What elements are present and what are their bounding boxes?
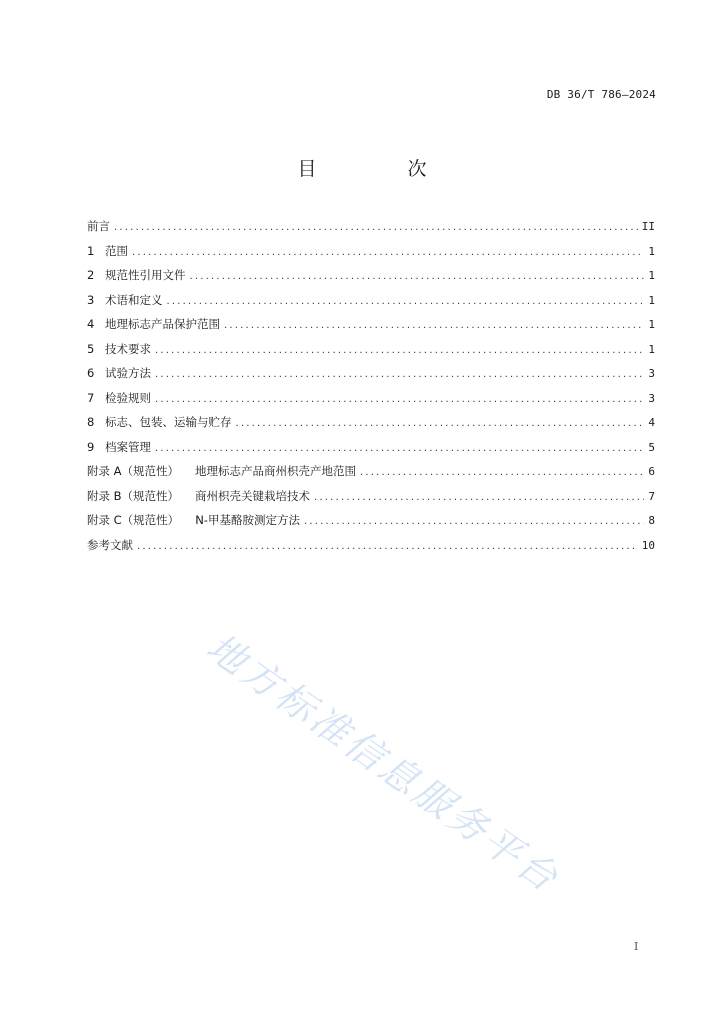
toc-dot-leader — [314, 492, 644, 503]
toc-entry-number: 5 — [87, 341, 95, 356]
toc-entry-title: 标志、包装、运输与贮存 — [105, 415, 232, 429]
table-of-contents — [87, 218, 655, 561]
toc-entry[interactable] — [87, 243, 655, 268]
toc-entry-number: 4 — [87, 317, 95, 331]
toc-entry[interactable] — [87, 537, 655, 562]
page-number: I — [634, 940, 639, 953]
toc-entry[interactable] — [87, 512, 655, 537]
toc-entry-title: 档案管理 — [105, 439, 151, 454]
toc-dot-leader — [236, 418, 645, 429]
toc-entry[interactable] — [87, 414, 655, 439]
toc-dot-leader — [155, 394, 644, 405]
toc-entry-title: 范围 — [105, 243, 128, 258]
toc-entry-number: 7 — [87, 390, 95, 405]
toc-entry-page: 10 — [641, 538, 655, 552]
toc-entry-page: 5 — [648, 440, 655, 454]
toc-entry-title: 试验方法 — [105, 366, 151, 380]
toc-entry[interactable] — [87, 292, 655, 317]
toc-entry[interactable] — [87, 267, 655, 292]
toc-entry[interactable] — [87, 218, 655, 243]
toc-entry-page: 1 — [648, 269, 655, 282]
toc-entry-page: II — [641, 220, 655, 233]
toc-entry-page: 1 — [648, 244, 655, 258]
toc-entry-title: 术语和定义 — [105, 292, 163, 307]
toc-entry-number: 3 — [87, 292, 95, 307]
toc-entry[interactable] — [87, 365, 655, 390]
toc-entry-title: 商州枳壳关键栽培技术 — [195, 488, 311, 503]
toc-entry-title: 地理标志产品保护范围 — [105, 317, 220, 331]
toc-dot-leader — [155, 443, 644, 454]
toc-entry-page: 6 — [648, 465, 655, 478]
toc-entry-appendix-label: 附录 B（规范性） — [87, 488, 180, 503]
page-title: 目 次 — [297, 158, 463, 180]
toc-dot-leader — [190, 271, 645, 282]
toc-entry-page: 8 — [648, 514, 655, 527]
toc-dot-leader — [155, 345, 644, 356]
toc-entry-page: 1 — [648, 293, 655, 307]
toc-entry-title: 技术要求 — [105, 341, 151, 356]
toc-entry-number: 6 — [87, 366, 95, 380]
toc-entry-appendix-label: 附录 C（规范性） — [87, 513, 180, 527]
toc-entry-title: 地理标志产品商州枳壳产地范围 — [195, 464, 357, 478]
toc-entry-number: 8 — [87, 415, 95, 429]
toc-entry-number: 1 — [87, 243, 95, 258]
toc-entry-page: 1 — [648, 342, 655, 356]
toc-entry-title: 规范性引用文件 — [105, 268, 186, 282]
toc-entry-page: 4 — [648, 416, 655, 429]
toc-dot-leader — [155, 369, 644, 380]
toc-entry[interactable] — [87, 488, 655, 513]
toc-entry[interactable] — [87, 390, 655, 415]
toc-entry-number: 9 — [87, 439, 95, 454]
toc-entry-appendix-label: 附录 A（规范性） — [87, 464, 180, 478]
toc-entry-title: 参考文献 — [87, 537, 133, 552]
toc-dot-leader — [304, 516, 644, 527]
toc-dot-leader — [114, 222, 638, 233]
toc-entry[interactable] — [87, 439, 655, 464]
watermark: 地方标准信息服务平台 — [198, 624, 569, 902]
toc-entry-number: 2 — [87, 268, 95, 282]
toc-entry-title: N-甲基酪胺测定方法 — [195, 513, 300, 527]
toc-entry-page: 3 — [648, 391, 655, 405]
toc-dot-leader — [360, 467, 644, 478]
toc-entry-title: 前言 — [87, 219, 110, 233]
toc-dot-leader — [224, 320, 644, 331]
document-code: DB 36/T 786—2024 — [546, 88, 656, 101]
toc-entry-page: 7 — [648, 489, 655, 503]
toc-entry[interactable] — [87, 341, 655, 366]
toc-dot-leader — [167, 296, 645, 307]
toc-entry[interactable] — [87, 463, 655, 488]
toc-entry-page: 3 — [648, 367, 655, 380]
toc-dot-leader — [137, 541, 638, 552]
toc-entry[interactable] — [87, 316, 655, 341]
toc-dot-leader — [132, 247, 644, 258]
toc-entry-page: 1 — [648, 318, 655, 331]
toc-entry-title: 检验规则 — [105, 390, 151, 405]
